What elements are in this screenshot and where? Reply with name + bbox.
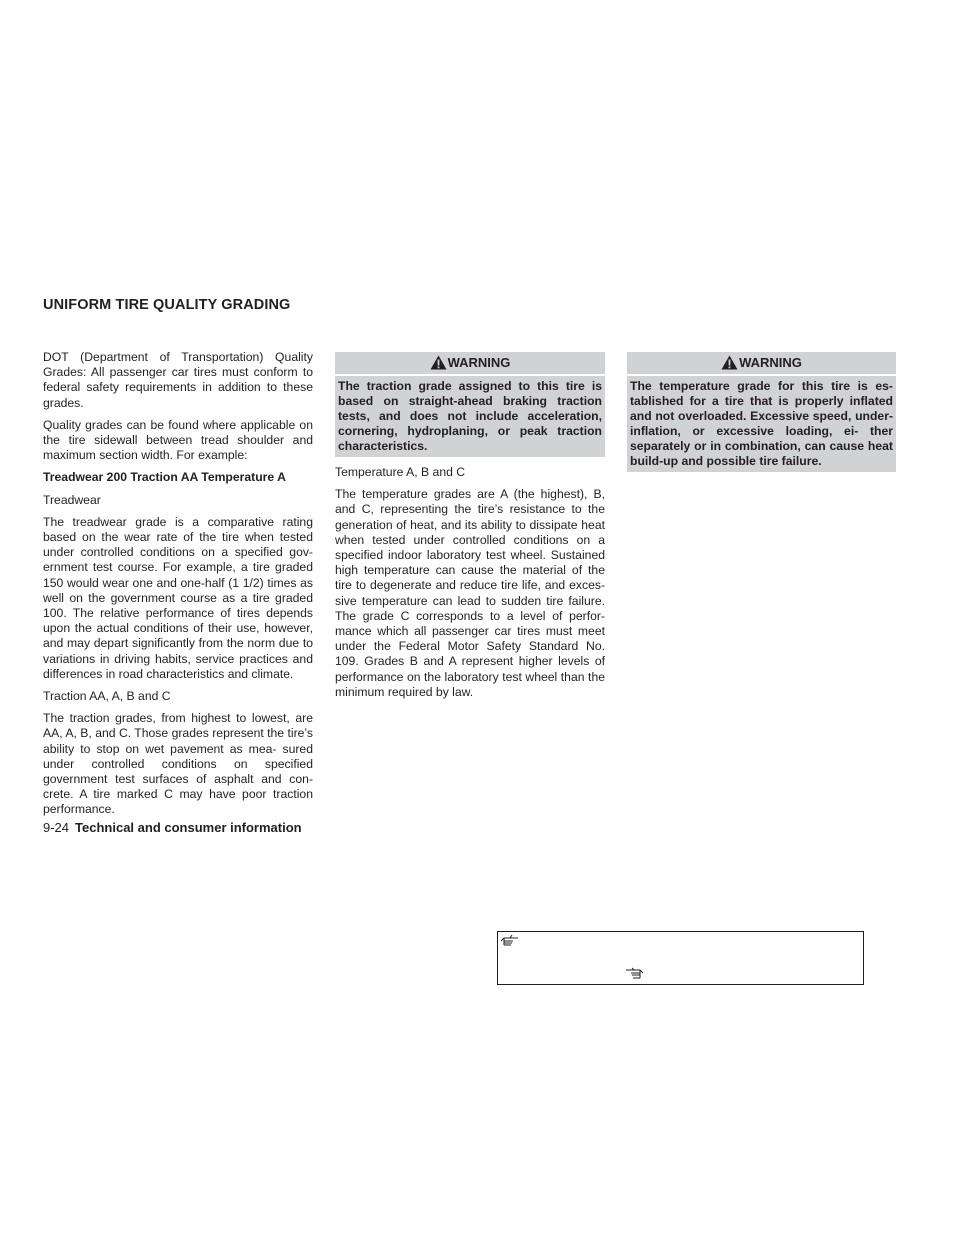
pointing-hand-back-icon <box>624 967 644 979</box>
warning-header <box>627 352 896 376</box>
column-middle <box>335 352 605 707</box>
paragraph-treadwear: The treadwear grade is a comparative rating based on the wear rate of the tire when tested under controlled conditions on a specified gov- ernment test course. For example, a tire graded 150 would wear one and one-half (1 1/2) times as well on the government course as a tire graded 100. The relative performance of tires depends upon the actual conditions of their use, however, and may depart significantly from the norm due to variations in driving habits, service practices and differences in road characteristics and climate. <box>43 514 313 681</box>
footer-title: Technical and consumer information <box>75 820 302 835</box>
subheading-treadwear: Treadwear <box>43 492 101 507</box>
column-right <box>627 352 896 478</box>
warning-text: The traction grade assigned to this tire is based on straight-ahead braking traction tests, and does not include acceleration, cornering, hydroplaning, or peak traction characteristics. <box>338 379 602 453</box>
paragraph-traction: The traction grades, from highest to lowest, are AA, A, B, and C. Those grades represent the tire’s ability to stop on wet pavement as mea- sured under controlled conditions on specified government test surfaces of asphalt and con- crete. A tire marked C may have poor traction performance. <box>43 711 313 817</box>
section-title: UNIFORM TIRE QUALITY GRADING <box>43 297 291 313</box>
page-footer <box>43 820 302 835</box>
warning-box-traction <box>335 352 605 457</box>
warning-triangle-icon <box>721 355 738 370</box>
paragraph-dot-grades: DOT (Department of Transportation) Quality Grades: All passenger car tires must conform to federal safety requirements in addition to these grades. <box>43 350 313 410</box>
warning-header <box>335 352 605 376</box>
example-grade-line: Treadwear 200 Traction AA Temperature A <box>43 470 286 485</box>
warning-triangle-icon <box>430 355 447 370</box>
pointing-hand-icon <box>500 934 520 946</box>
warning-text: The temperature grade for this tire is es- tablished for a tire that is properly inflated and not overloaded. Excessive speed, under-inflation, or excessive loading, ei- ther separately or in combination, can cause heat build-up and possible tire failure. <box>630 379 893 468</box>
warning-label: WARNING <box>447 355 511 370</box>
column-left <box>43 350 313 825</box>
subheading-traction: Traction AA, A, B and C <box>43 689 171 704</box>
paragraph-grade-location: Quality grades can be found where applicable on the tire sidewall between tread shoulder and maximum section width. For example: <box>43 417 313 463</box>
warning-box-temperature <box>627 352 896 472</box>
warning-label: WARNING <box>739 355 802 370</box>
page-number: 9-24 <box>43 820 70 835</box>
note-box <box>497 931 864 985</box>
subheading-temperature: Temperature A, B and C <box>335 465 466 479</box>
paragraph-temperature: The temperature grades are A (the highest), B, and C, representing the tire’s resistance to the generation of heat, and its ability to dissipate heat when tested under controlled conditions on a specified indoor laboratory test wheel. Sustained high temperature can cause the material of the tire to degenerate and reduce tire life, and exces- sive temperature can lead to sudden tire failure. The grade C corresponds to a level of perfor- mance which all passenger car tires must meet under the Federal Motor Safety Standard No. 109. Grades B and A represent higher levels of performance on the laboratory test wheel than the minimum required by law. <box>335 487 605 699</box>
